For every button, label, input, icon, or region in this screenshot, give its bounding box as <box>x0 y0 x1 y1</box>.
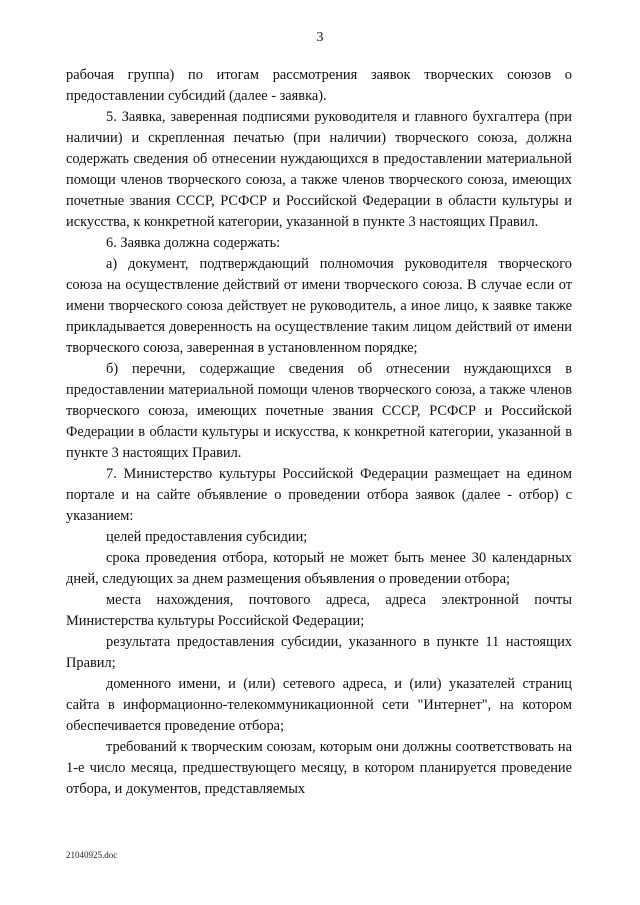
paragraph: б) перечни, содержащие сведения об отнесении нуждающихся в предоставлении материальной помощи членов творческого союза, а также членов творческого союза, имеющих почетные звания СССР, РСФСР и Российской Федерации в области культуры и искусства, к конкретной категории, указанной в пункте 3 настоящих Правил. <box>66 361 572 461</box>
paragraph: требований к творческим союзам, которым они должны соответствовать на 1-е число месяца, предшествующего месяцу, в котором планируется проведение отбора, и документов, представляемых <box>66 739 572 797</box>
paragraph: доменного имени, и (или) сетевого адреса, и (или) указателей страниц сайта в информационно-телекоммуникационной сети "Интернет", на котором обеспечивается проведение отбора; <box>66 676 572 734</box>
paragraph: рабочая группа) по итогам рассмотрения заявок творческих союзов о предоставлении субсидий (далее - заявка). <box>66 67 572 104</box>
paragraph: срока проведения отбора, который не может быть менее 30 календарных дней, следующих за днем размещения объявления о проведении отбора; <box>66 550 572 587</box>
paragraph: целей предоставления субсидии; <box>106 529 308 545</box>
paragraph: а) документ, подтверждающий полномочия руководителя творческого союза на осуществление действий от имени творческого союза. В случае если от имени творческого союза действует не руководитель, а иное лицо, к заявке также прикладывается доверенность на осуществление таким лицом действий от имени творческого союза, заверенная в установленном порядке; <box>66 256 572 356</box>
paragraph: результата предоставления субсидии, указанного в пункте 11 настоящих Правил; <box>66 634 572 671</box>
file-name-footer: 21040925.doc <box>66 850 118 860</box>
paragraph: 6. Заявка должна содержать: <box>106 235 281 251</box>
paragraph: 7. Министерство культуры Российской Федерации размещает на едином портале и на сайте объявление о проведении отбора заявок (далее - отбор) с указанием: <box>66 466 572 524</box>
page-number: 3 <box>316 30 324 45</box>
paragraph: места нахождения, почтового адреса, адреса электронной почты Министерства культуры Российской Федерации; <box>66 592 572 629</box>
document-body <box>66 65 572 800</box>
paragraph: 5. Заявка, заверенная подписями руководителя и главного бухгалтера (при наличии) и скрепленная печатью (при наличии) творческого союза, должна содержать сведения об отнесении нуждающихся в предоставлении материальной помощи членов творческого союза, а также членов творческого союза, имеющих почетные звания СССР, РСФСР и Российской Федерации в области культуры и искусства, к конкретной категории, указанной в пункте 3 настоящих Правил. <box>66 109 572 230</box>
